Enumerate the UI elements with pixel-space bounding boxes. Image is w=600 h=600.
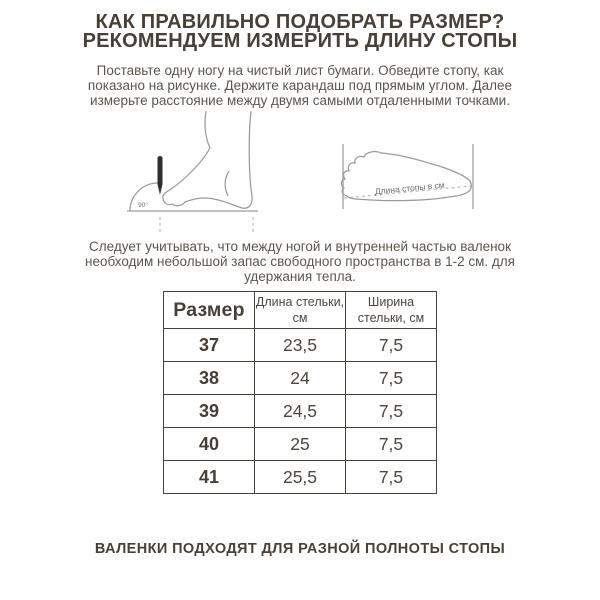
size-cell: 37	[164, 329, 255, 362]
page-title	[0, 13, 600, 51]
width-cell: 7,5	[346, 395, 437, 428]
measurement-figures	[0, 111, 600, 237]
size-cell: 38	[164, 362, 255, 395]
header-insole-length: Длина стельки, см	[255, 292, 346, 329]
width-cell: 7,5	[346, 461, 437, 494]
table-row	[164, 362, 437, 395]
size-cell: 39	[164, 395, 255, 428]
length-cell: 24	[255, 362, 346, 395]
width-cell: 7,5	[346, 428, 437, 461]
header-size: Размер	[164, 292, 255, 329]
table-row	[164, 395, 437, 428]
header-insole-width: Ширина стельки, см	[346, 292, 437, 329]
table-row	[164, 428, 437, 461]
length-cell: 25	[255, 428, 346, 461]
foot-side-with-pencil-icon	[122, 111, 262, 237]
title-line-1: КАК ПРАВИЛЬНО ПОДОБРАТЬ РАЗМЕР?	[95, 11, 505, 33]
title-line-2: РЕКОМЕНДУЕМ ИЗМЕРИТЬ ДЛИНУ СТОПЫ	[82, 30, 518, 52]
angle-label: 90°	[138, 202, 148, 209]
size-cell: 40	[164, 428, 255, 461]
length-label: Длина стопы в см	[374, 179, 446, 197]
width-cell: 7,5	[346, 362, 437, 395]
table-row	[164, 329, 437, 362]
intro-text: Поставьте одну ногу на чистый лист бумаги. Обведите стопу, как показано на рисунке. Держите карандаш под прямым углом. Далее измерьте расстояние между двумя самыми отдаленными точками.	[87, 63, 513, 108]
ankle-detail-line	[225, 171, 229, 196]
table-header-row	[164, 292, 437, 329]
foot-outline-top-view-icon	[338, 143, 478, 213]
length-cell: 24,5	[255, 395, 346, 428]
size-table	[163, 291, 437, 494]
size-cell: 41	[164, 461, 255, 494]
table-row	[164, 461, 437, 494]
note-text: Следует учитывать, что между ногой и внутренней частью валенок необходим небольшой запас свободного пространства в 1-2 см. для удержания тепла.	[84, 239, 515, 284]
length-cell: 25,5	[255, 461, 346, 494]
pencil-icon	[158, 156, 163, 195]
width-cell: 7,5	[346, 329, 437, 362]
length-cell: 23,5	[255, 329, 346, 362]
foot-side-outline	[163, 111, 252, 208]
footer-note: ВАЛЕНКИ ПОДХОДЯТ ДЛЯ РАЗНОЙ ПОЛНОТЫ СТОПЫ	[94, 541, 506, 557]
